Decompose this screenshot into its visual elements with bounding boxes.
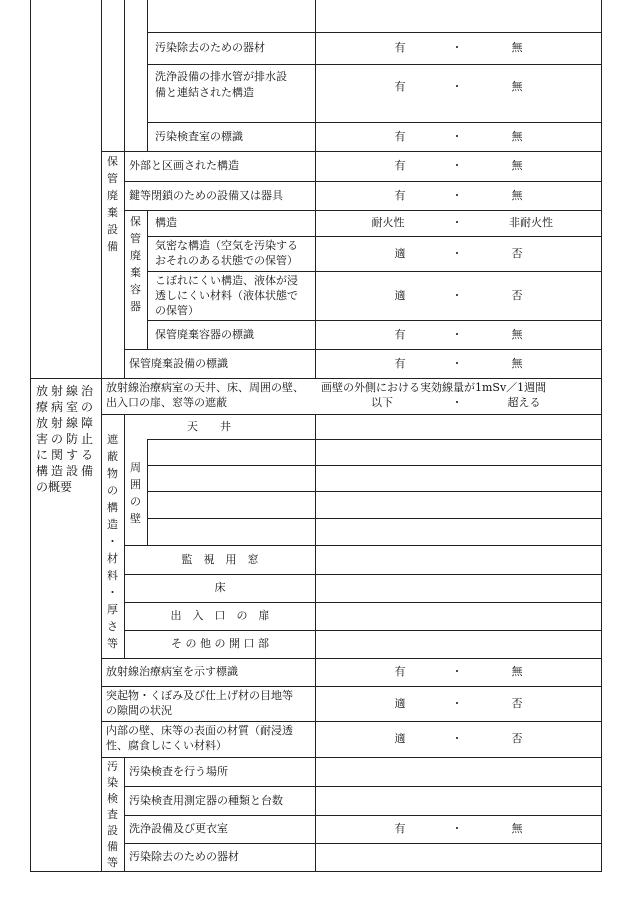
option-ng: 否	[511, 697, 523, 710]
washing-label: 洗浄設備及び更衣室	[129, 822, 228, 835]
gap-label-line1: 突起物・くぼみ及び仕上げ材の目地等	[106, 689, 293, 702]
rule-h	[101, 658, 601, 659]
door-label: 出 入 口 の 扉	[170, 609, 270, 622]
rule-h	[124, 843, 601, 844]
gap-label-line2: の隙間の状況	[106, 704, 172, 717]
window-label: 監 視 用 窓	[181, 553, 259, 566]
option-dot: ・	[451, 357, 463, 370]
rule-h	[147, 236, 601, 237]
option-dot: ・	[451, 289, 463, 302]
surface-label-line1: 内部の壁、床等の表面の材質（耐浸透	[106, 724, 293, 737]
option-yes: 有	[394, 130, 406, 143]
exam-char: 等	[107, 856, 118, 869]
option-yes: 有	[394, 159, 406, 172]
container-char: 容	[130, 283, 141, 296]
rule-h	[147, 320, 601, 321]
option-non-fireproof: 非耐火性	[509, 216, 553, 229]
wall-char: の	[130, 495, 141, 508]
option-dot: ・	[451, 189, 463, 202]
container-sign-label: 保管廃棄容器の標識	[155, 328, 254, 341]
storage-char: 備	[107, 240, 118, 253]
rule-v	[30, 0, 31, 872]
shield-label-line2: 出入口の扉、窓等の遮蔽	[106, 396, 227, 409]
overview-heading-line: 放射線障	[36, 416, 97, 430]
storage-char: 管	[107, 172, 118, 185]
exam-decon-equipment-label: 汚染除去のための器材	[129, 850, 239, 863]
exam-char: 検	[107, 792, 118, 805]
rule-v	[101, 0, 102, 872]
option-dot: ・	[451, 247, 463, 260]
airtight-label-line1: 気密な構造（空気を汚染する	[155, 239, 298, 252]
room-sign-label: 放射線治療病室を示す標識	[106, 665, 238, 678]
shield-char: 構	[107, 501, 118, 514]
storage-char: 保	[107, 155, 118, 168]
rule-h	[124, 349, 601, 350]
container-char: 保	[130, 215, 141, 228]
rule-h	[147, 465, 601, 466]
rule-h	[124, 630, 601, 631]
rule-h	[124, 815, 601, 816]
separated-structure-label: 外部と区画された構造	[129, 159, 239, 172]
rule-h	[101, 721, 601, 722]
rule-h	[147, 122, 601, 123]
rule-v	[601, 0, 602, 872]
decon-equipment-label: 汚染除去のための器材	[155, 41, 265, 54]
drain-label-line1: 洗浄設備の排水管が排水設	[155, 70, 287, 83]
wall-char: 囲	[130, 478, 141, 491]
shield-char: 造	[107, 518, 118, 531]
rule-h	[147, 271, 601, 272]
exam-room-sign-label: 汚染検査室の標識	[155, 130, 243, 143]
option-dot: ・	[451, 328, 463, 341]
drain-label-line2: 備と連結された構造	[155, 86, 254, 99]
option-yes: 有	[394, 328, 406, 341]
wall-char: 壁	[130, 512, 141, 525]
storage-char: 廃	[107, 189, 118, 202]
dose-note: 画壁の外側における実効線量が1mSv／1週間	[321, 381, 547, 394]
option-dot: ・	[451, 216, 463, 229]
spill-label-line2: 透しにくい材料（液体状態で	[155, 289, 298, 302]
rule-h	[101, 414, 601, 415]
rule-h	[101, 686, 601, 687]
option-ok: 適	[394, 247, 406, 260]
rule-h	[101, 757, 601, 758]
container-char: 器	[130, 300, 141, 313]
overview-heading-line: 構造設備	[36, 464, 97, 478]
shield-char: の	[107, 484, 118, 497]
shield-label-line1: 放射線治療病室の天井、床、周囲の壁、	[106, 381, 304, 394]
exam-char: 汚	[107, 760, 118, 773]
shield-char: 厚	[107, 603, 118, 616]
shield-char: 材	[107, 552, 118, 565]
option-no: 無	[511, 665, 523, 678]
structure-label: 構造	[155, 216, 177, 229]
option-no: 無	[511, 357, 523, 370]
container-char: 廃	[130, 249, 141, 262]
overview-heading-line: 療病室の	[36, 400, 97, 414]
option-ok: 適	[394, 732, 406, 745]
option-exceeds: 超える	[507, 396, 541, 409]
option-yes: 有	[394, 189, 406, 202]
option-yes: 有	[394, 41, 406, 54]
rule-v	[315, 414, 316, 872]
exam-char: 査	[107, 808, 118, 821]
storage-char: 棄	[107, 206, 118, 219]
option-no: 無	[511, 189, 523, 202]
overview-heading-line: の概要	[36, 480, 73, 494]
shield-char: ・	[107, 586, 118, 599]
rule-v	[315, 0, 316, 378]
shield-char: 物	[107, 467, 118, 480]
rule-h	[147, 439, 601, 440]
exam-char: 備	[107, 840, 118, 853]
surface-label-line2: 性、腐食しにくい材料）	[106, 739, 227, 752]
rule-h	[124, 574, 601, 575]
rule-h	[124, 786, 601, 787]
option-ng: 否	[511, 289, 523, 302]
option-below: 以下	[371, 396, 393, 409]
shield-char: 遮	[107, 433, 118, 446]
rule-h	[124, 210, 601, 211]
rule-h	[124, 545, 601, 546]
rule-h	[147, 32, 601, 33]
option-yes: 有	[394, 357, 406, 370]
container-char: 棄	[130, 266, 141, 279]
shield-char: 蔽	[107, 450, 118, 463]
shield-char: 料	[107, 569, 118, 582]
option-no: 無	[511, 80, 523, 93]
overview-heading-line: 放射線治	[36, 384, 97, 398]
exam-char: 染	[107, 776, 118, 789]
option-yes: 有	[394, 665, 406, 678]
option-dot: ・	[451, 396, 463, 409]
shield-char: 等	[107, 637, 118, 650]
option-dot: ・	[451, 159, 463, 172]
facility-sign-label: 保管廃棄設備の標識	[129, 357, 228, 370]
option-no: 無	[511, 822, 523, 835]
option-no: 無	[511, 41, 523, 54]
option-dot: ・	[451, 732, 463, 745]
floor-label: 床	[214, 581, 226, 594]
option-no: 無	[511, 328, 523, 341]
other-openings-label: そ の 他 の 開 口 部	[171, 637, 269, 650]
option-no: 無	[511, 130, 523, 143]
option-dot: ・	[451, 130, 463, 143]
rule-v	[147, 0, 148, 151]
option-no: 無	[511, 159, 523, 172]
spill-label-line3: の保管）	[155, 304, 199, 317]
rule-v	[124, 757, 125, 872]
rule-h	[124, 181, 601, 182]
rule-v	[147, 439, 148, 545]
rule-h	[147, 64, 601, 65]
option-fireproof: 耐火性	[371, 216, 405, 229]
storage-char: 設	[107, 223, 118, 236]
airtight-label-line2: おそれのある状態での保管）	[155, 254, 298, 267]
rule-v	[147, 210, 148, 349]
option-dot: ・	[451, 41, 463, 54]
lock-equipment-label: 鍵等閉鎖のための設備又は器具	[129, 189, 283, 202]
option-ng: 否	[511, 732, 523, 745]
option-dot: ・	[451, 665, 463, 678]
spill-label-line1: こぼれにくい構造、液体が浸	[155, 274, 298, 287]
overview-heading-line: 害の防止	[36, 432, 97, 446]
option-yes: 有	[394, 822, 406, 835]
rule-h	[30, 378, 601, 379]
shield-char: さ	[107, 620, 118, 633]
option-dot: ・	[451, 822, 463, 835]
option-ng: 否	[511, 247, 523, 260]
overview-heading-line: に関する	[36, 448, 97, 462]
option-dot: ・	[451, 697, 463, 710]
rule-v	[124, 414, 125, 658]
option-ok: 適	[394, 697, 406, 710]
wall-char: 周	[130, 461, 141, 474]
ceiling-label: 天 井	[187, 420, 231, 433]
exam-place-label: 汚染検査を行う場所	[129, 765, 228, 778]
shield-char: ・	[107, 535, 118, 548]
rule-h	[147, 491, 601, 492]
container-char: 管	[130, 232, 141, 245]
rule-h	[147, 518, 601, 519]
exam-char: 設	[107, 824, 118, 837]
rule-h	[101, 151, 601, 152]
option-ok: 適	[394, 289, 406, 302]
exam-instruments-label: 汚染検査用測定器の種類と台数	[129, 794, 283, 807]
option-yes: 有	[394, 80, 406, 93]
rule-v	[124, 0, 125, 378]
rule-h	[124, 602, 601, 603]
option-dot: ・	[451, 80, 463, 93]
